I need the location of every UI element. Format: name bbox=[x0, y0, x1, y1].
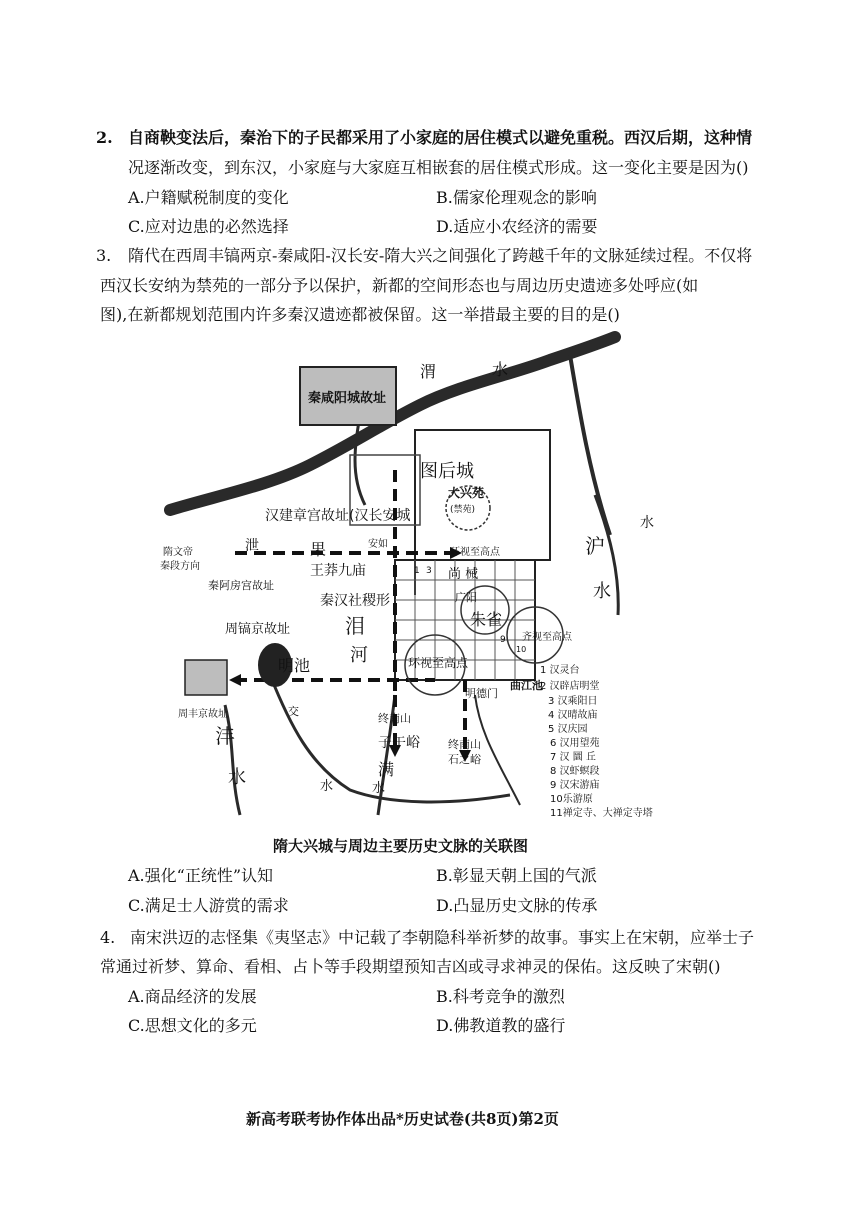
question-2-line-1: 自商鞅变法后，秦治下的子民都采用了小家庭的居住模式以避免重税。西汉后期，这种情 bbox=[128, 128, 753, 147]
map-label-num-10: 10 bbox=[516, 645, 527, 654]
question-2-option-b[interactable]: B.儒家伦理观念的影响 bbox=[436, 188, 597, 207]
legend-item-9: 9 汉宋游庙 bbox=[550, 780, 600, 791]
axis-arrow-west bbox=[229, 674, 241, 686]
map-label-shangjie: 尚 械 bbox=[448, 567, 479, 582]
feng-river bbox=[225, 705, 240, 815]
map-label-tuhoucheng: 图后城 bbox=[420, 461, 474, 482]
map-label-jiao: 交 bbox=[288, 705, 299, 718]
question-3-option-b[interactable]: B.彰显天朝上国的气派 bbox=[436, 866, 597, 885]
map-label-wangmang: 王莽九庙 bbox=[310, 563, 366, 579]
map-label-anhua: 安如 bbox=[368, 539, 388, 550]
map-label-huangui-2: 环视至高点 bbox=[408, 656, 469, 670]
legend-item-10: 10乐游原 bbox=[550, 794, 593, 805]
question-2-number: 2. bbox=[96, 128, 113, 147]
question-4-option-a[interactable]: A.商品经济的发展 bbox=[128, 987, 257, 1006]
question-3-number: 3. bbox=[96, 246, 112, 265]
map-label-feng-shui: 水 bbox=[228, 767, 246, 788]
legend-item-3: 3 汉乘阳日 bbox=[548, 696, 598, 707]
zhou-fengjing-box bbox=[185, 660, 227, 695]
map-label-mingde: 明德门 bbox=[465, 687, 498, 700]
map-label-qin-apang: 秦阿房宫故址 bbox=[208, 579, 274, 592]
map-caption: 隋大兴城与周边主要历史文脉的关联图 bbox=[273, 837, 529, 855]
question-4-option-c[interactable]: C.思想文化的多元 bbox=[128, 1016, 257, 1035]
question-3-line-2: 西汉长安纳为禁苑的一部分予以保护，新都的空间形态也与周边历史遗迹多处呼应(如 bbox=[100, 276, 699, 295]
question-3-option-d[interactable]: D.凸显历史文脉的传承 bbox=[436, 896, 598, 915]
map-svg bbox=[150, 335, 654, 820]
map-label-han-jianzhang: 汉建章宫故址(汉长安城 bbox=[265, 508, 411, 524]
map-figure bbox=[150, 335, 654, 820]
map-label-qinhan-sheji: 秦汉社稷形 bbox=[320, 593, 390, 609]
map-label-shizhi: 石之峪 bbox=[448, 753, 481, 766]
map-label-suiwendi-1: 隋文帝 bbox=[163, 547, 193, 558]
legend-item-6: 6 汉用望苑 bbox=[550, 738, 600, 749]
map-label-qujiang: 曲江池 bbox=[510, 679, 543, 692]
map-label-num-3: 3 bbox=[426, 566, 432, 576]
qin-xianyang-label: 秦咸阳城故址 bbox=[308, 391, 387, 406]
question-4-option-b[interactable]: B.科考竞争的激烈 bbox=[436, 987, 565, 1006]
map-label-wei: 渭 bbox=[420, 362, 437, 381]
question-4-line-1: 南宋洪迈的志怪集《夷坚志》中记载了李朝隐科举祈梦的故事。事实上在宋朝，应举士子 bbox=[130, 928, 755, 947]
map-label-zhongnan-1: 终南山 bbox=[378, 712, 411, 725]
map-label-ziwu: 子午峪 bbox=[378, 735, 420, 751]
question-4-line-2: 常通过祈梦、算命、看相、占卜等手段期望预知吉凶或寻求神灵的保佑。这反映了宋朝() bbox=[100, 957, 721, 976]
legend-item-2: 2 汉辟店明堂 bbox=[540, 681, 600, 692]
stream bbox=[475, 695, 520, 805]
map-label-hao-shui: 水 bbox=[372, 781, 386, 796]
map-label-hao: 满 bbox=[378, 760, 395, 779]
question-3-option-a[interactable]: A.强化“正统性”认知 bbox=[128, 866, 274, 885]
map-label-xie: 泄 bbox=[245, 538, 259, 554]
legend-item-5: 5 汉庆园 bbox=[548, 724, 588, 735]
map-label-zhou-haojing: 周镐京故址 bbox=[225, 622, 291, 637]
map-label-chan: 沪 bbox=[585, 534, 605, 558]
question-2-line-2: 况逐渐改变，到东汉，小家庭与大家庭互相嵌套的居住模式形成。这一变化主要是因为() bbox=[128, 158, 749, 177]
chan-river bbox=[570, 355, 610, 535]
question-3-option-c[interactable]: C.满足士人游赏的需求 bbox=[128, 896, 289, 915]
question-3-line-3: 图),在新都规划范围内许多秦汉遗迹都被保留。这一举措最主要的目的是() bbox=[100, 305, 620, 324]
map-label-wei-shui: 水 bbox=[492, 360, 509, 379]
question-2-option-d[interactable]: D.适应小农经济的需要 bbox=[436, 217, 598, 236]
map-label-jinyuan: (禁苑) bbox=[450, 505, 476, 515]
map-label-feng: 沣 bbox=[215, 724, 235, 748]
map-label-num-9: 9 bbox=[500, 635, 506, 645]
map-label-num-1: 1 bbox=[414, 566, 420, 576]
map-label-daxingyuan: 大兴苑 bbox=[448, 486, 485, 500]
wei-branch bbox=[355, 415, 365, 505]
legend-item-1: 1 汉灵台 bbox=[540, 665, 580, 676]
map-label-chan-shui: 水 bbox=[593, 581, 611, 602]
map-label-zhou-fengjing: 周丰京故址 bbox=[178, 709, 228, 720]
map-label-he: 河 bbox=[350, 645, 368, 666]
legend-item-8: 8 汉虾螟段 bbox=[550, 766, 600, 777]
map-label-guo: 果 bbox=[310, 540, 327, 559]
map-label-kunming: 明池 bbox=[278, 656, 311, 675]
question-3-line-1: 隋代在西周丰镐两京-秦咸阳-汉长安-隋大兴之间强化了跨越千年的文脉延续过程。不仅将 bbox=[128, 246, 753, 265]
legend-item-4: 4 汉晴故庙 bbox=[548, 710, 598, 721]
map-label-ju: 泪 bbox=[345, 614, 365, 638]
map-label-suiwendi-2: 秦段方向 bbox=[160, 561, 200, 572]
legend-item-11: 11禅定寺、大禅定寺塔 bbox=[550, 808, 653, 819]
page-footer: 新高考联考协作体出品*历史试卷(共8页)第2页 bbox=[246, 1110, 559, 1128]
map-label-zhongnan-2: 终南山 bbox=[448, 738, 481, 751]
map-label-jiao-shui: 水 bbox=[320, 779, 334, 794]
legend-item-7: 7 汉 圜 丘 bbox=[550, 752, 596, 763]
question-2-option-a[interactable]: A.户籍赋税制度的变化 bbox=[128, 188, 289, 207]
map-label-chan-small: 水 bbox=[640, 515, 654, 531]
question-4-option-d[interactable]: D.佛教道教的盛行 bbox=[436, 1016, 566, 1035]
map-label-huangui-1: 环视至高点 bbox=[450, 547, 500, 558]
map-label-zhuque: 朱雀 bbox=[470, 610, 503, 629]
map-label-qishi: 齐视至高点 bbox=[522, 632, 572, 643]
question-2-option-c[interactable]: C.应对边患的必然选择 bbox=[128, 217, 289, 236]
map-label-guangyang: 广阳 bbox=[455, 591, 477, 604]
map-legend bbox=[540, 663, 653, 819]
question-4-number: 4. bbox=[100, 928, 116, 947]
